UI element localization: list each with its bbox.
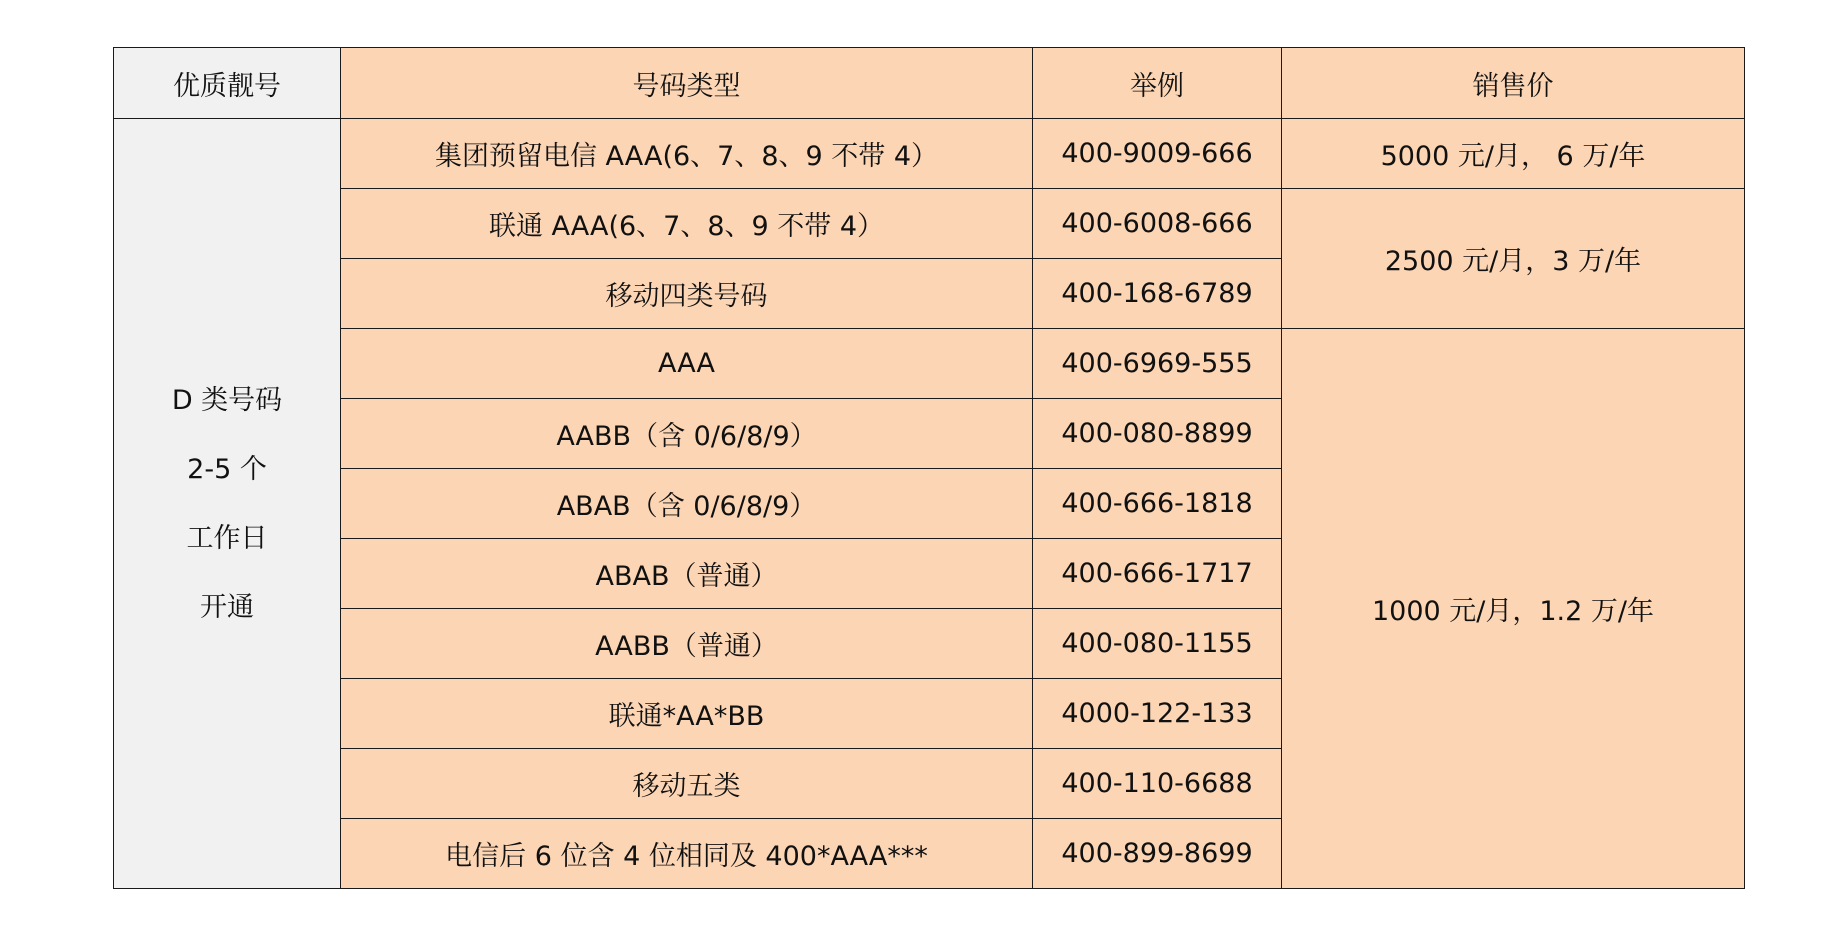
- number-type-cell: 联通*AA*BB: [341, 679, 1033, 749]
- number-type-cell: ABAB（含 0/6/8/9）: [341, 469, 1033, 539]
- price-table: [113, 47, 1745, 889]
- category-line: D 类号码: [171, 384, 283, 416]
- header-row: [114, 48, 1745, 119]
- number-type-cell: AABB（普通）: [341, 609, 1033, 679]
- number-type-cell: 电信后 6 位含 4 位相同及 400*AAA***: [341, 819, 1033, 889]
- example-cell: 400-9009-666: [1033, 119, 1282, 189]
- example-cell: 400-666-1818: [1033, 469, 1282, 539]
- number-type-cell: 移动五类: [341, 749, 1033, 819]
- table-row: [114, 119, 1745, 189]
- number-type-cell: 集团预留电信 AAA(6、7、8、9 不带 4）: [341, 119, 1033, 189]
- category-line: 工作日: [186, 522, 268, 554]
- header-type: 号码类型: [341, 48, 1033, 119]
- example-cell: 400-6008-666: [1033, 189, 1282, 259]
- number-type-cell: AABB（含 0/6/8/9）: [341, 399, 1033, 469]
- price-cell-tier3: 1000 元/月，1.2 万/年: [1282, 329, 1745, 889]
- header-example: 举例: [1033, 48, 1282, 119]
- example-cell: 400-899-8699: [1033, 819, 1282, 889]
- header-quality: 优质靓号: [114, 48, 341, 119]
- number-type-cell: ABAB（普通）: [341, 539, 1033, 609]
- price-cell-tier1: 5000 元/月， 6 万/年: [1282, 119, 1745, 189]
- price-cell-tier2: 2500 元/月，3 万/年: [1282, 189, 1745, 329]
- example-cell: 400-110-6688: [1033, 749, 1282, 819]
- number-type-cell: 联通 AAA(6、7、8、9 不带 4）: [341, 189, 1033, 259]
- example-cell: 400-080-8899: [1033, 399, 1282, 469]
- table-row: [114, 329, 1745, 399]
- example-cell: 400-168-6789: [1033, 259, 1282, 329]
- example-cell: 400-666-1717: [1033, 539, 1282, 609]
- category-line: 2-5 个: [187, 453, 267, 485]
- category-line: 开通: [200, 591, 254, 623]
- header-price: 销售价: [1282, 48, 1745, 119]
- table-row: [114, 189, 1745, 259]
- example-cell: 4000-122-133: [1033, 679, 1282, 749]
- number-type-cell: 移动四类号码: [341, 259, 1033, 329]
- category-cell: [114, 119, 341, 889]
- example-cell: 400-080-1155: [1033, 609, 1282, 679]
- example-cell: 400-6969-555: [1033, 329, 1282, 399]
- number-type-cell: AAA: [341, 329, 1033, 399]
